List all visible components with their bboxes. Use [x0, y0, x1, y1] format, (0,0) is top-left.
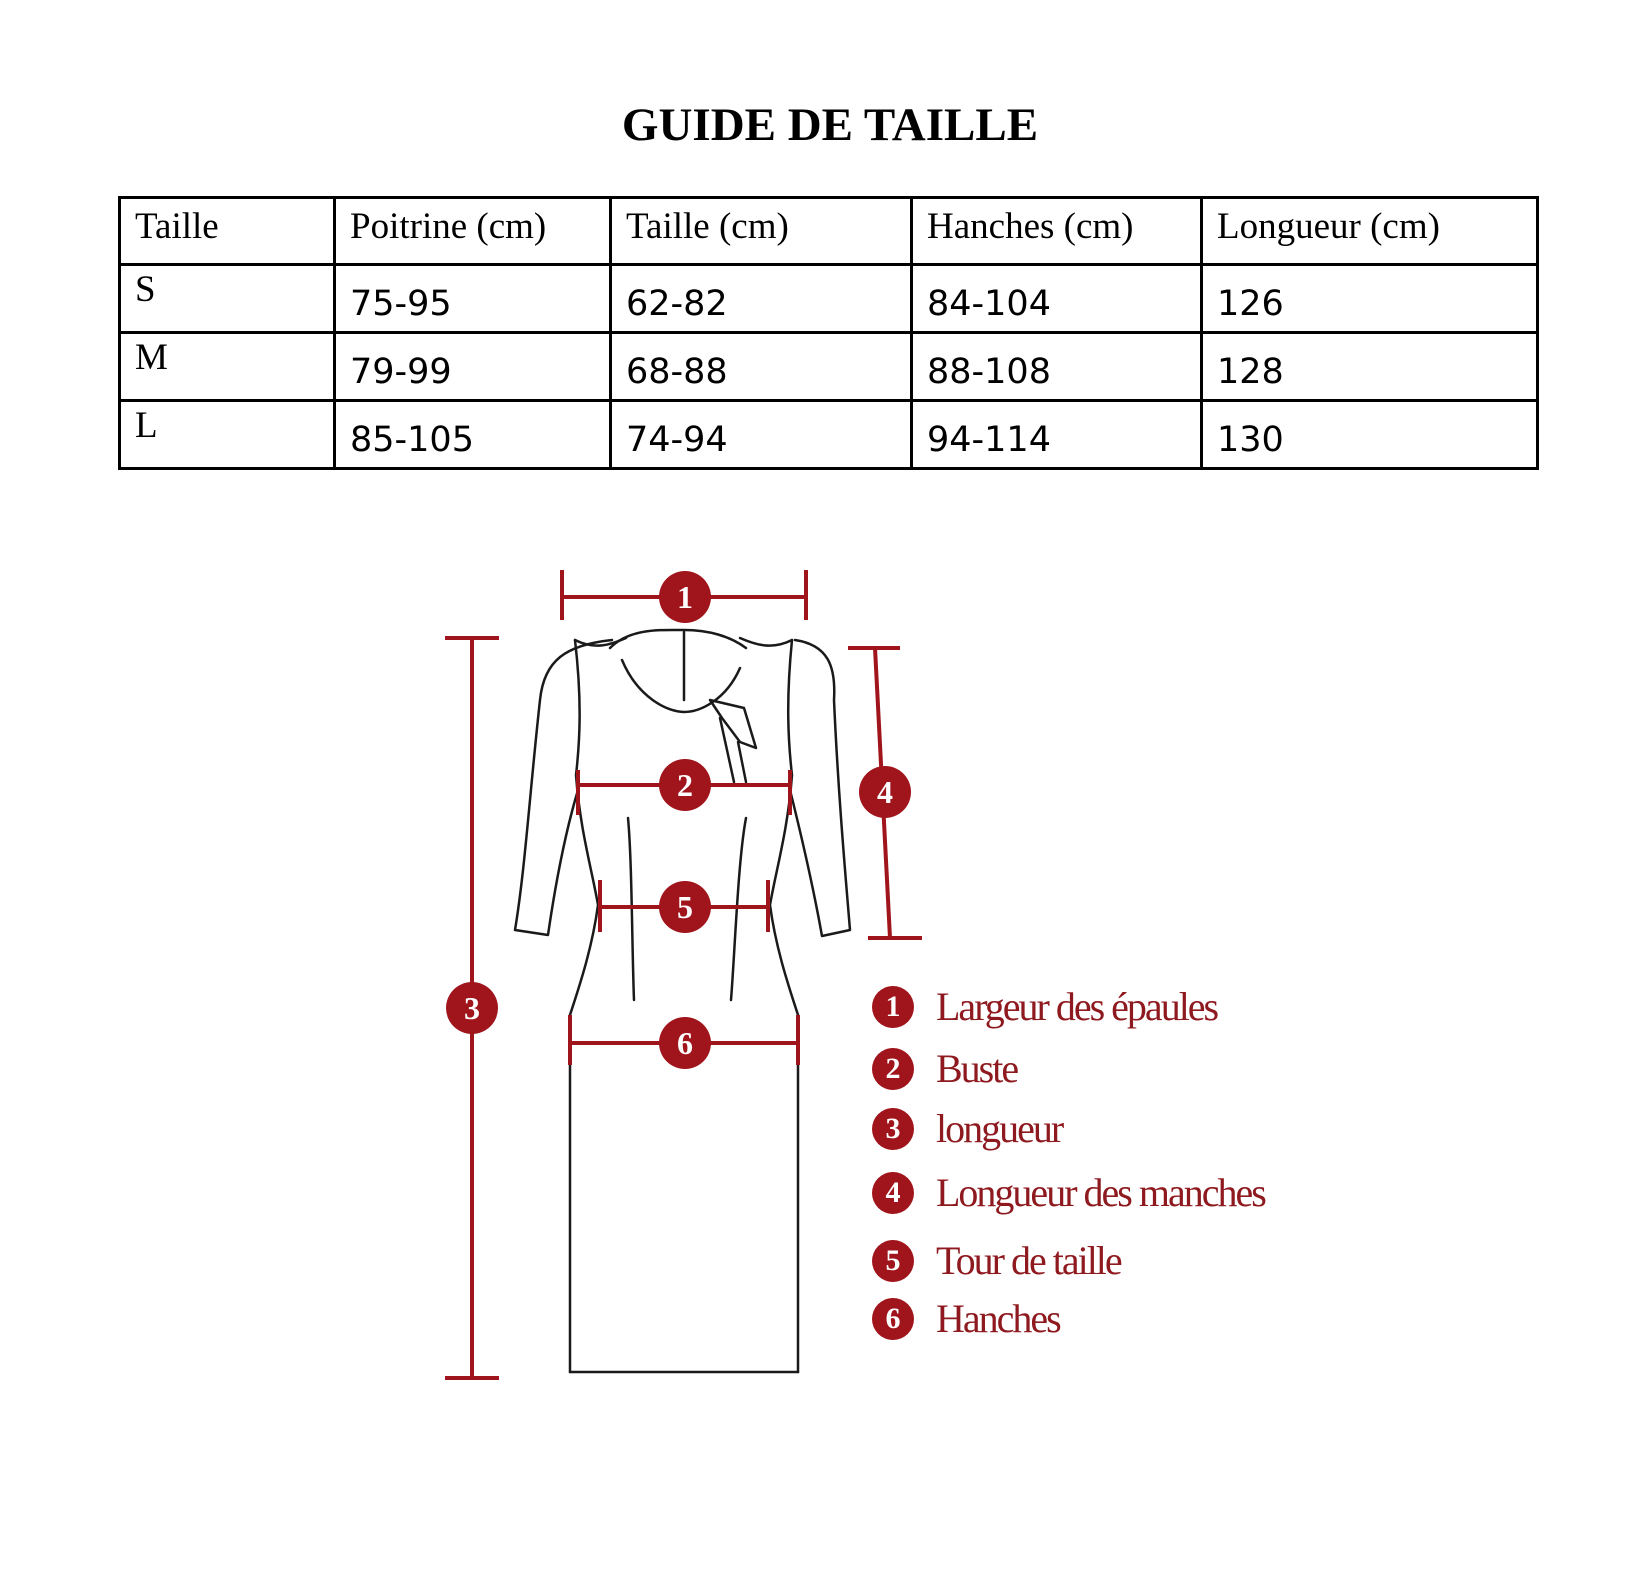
table-cell: M: [120, 333, 335, 400]
header-cell-length: Longueur (cm): [1202, 198, 1538, 265]
table-cell: 94-114: [912, 400, 1202, 468]
number-badge-icon: 3: [872, 1108, 914, 1150]
table-cell: 126: [1202, 265, 1538, 333]
svg-text:4: 4: [877, 774, 893, 810]
legend-label: longueur: [936, 1106, 1063, 1151]
table-cell: S: [120, 265, 335, 333]
table-cell: 88-108: [912, 333, 1202, 400]
header-cell-size: Taille: [120, 198, 335, 265]
table-cell: 130: [1202, 400, 1538, 468]
header-cell-chest: Poitrine (cm): [335, 198, 611, 265]
table-cell: 68-88: [611, 333, 912, 400]
legend-label: Hanches: [936, 1296, 1060, 1341]
marker-2-icon: [659, 759, 711, 811]
table-cell: 128: [1202, 333, 1538, 400]
table-cell: 62-82: [611, 265, 912, 333]
svg-text:2: 2: [677, 767, 693, 803]
number-badge-icon: 6: [872, 1298, 914, 1340]
svg-text:6: 6: [677, 1025, 693, 1061]
header-cell-waist: Taille (cm): [611, 198, 912, 265]
marker-5-icon: [659, 881, 711, 933]
header-cell-hips: Hanches (cm): [912, 198, 1202, 265]
table-cell: L: [120, 400, 335, 468]
table-cell: 84-104: [912, 265, 1202, 333]
marker-6-icon: [659, 1017, 711, 1069]
legend-label: Tour de taille: [936, 1238, 1121, 1283]
marker-3-icon: [446, 982, 498, 1034]
table-cell: 75-95: [335, 265, 611, 333]
table-cell: 74-94: [611, 400, 912, 468]
svg-text:3: 3: [464, 990, 480, 1026]
dress-outline-icon: [515, 630, 850, 1372]
legend-label: Longueur des manches: [936, 1170, 1265, 1215]
number-badge-icon: 1: [872, 986, 914, 1028]
table-cell: 85-105: [335, 400, 611, 468]
number-badge-icon: 4: [872, 1172, 914, 1214]
page-title: GUIDE DE TAILLE: [621, 99, 1039, 151]
legend-label: Buste: [936, 1046, 1018, 1091]
svg-text:1: 1: [677, 579, 693, 615]
legend-label: Largeur des épaules: [936, 984, 1218, 1029]
number-badge-icon: 2: [872, 1048, 914, 1090]
table-cell: 79-99: [335, 333, 611, 400]
svg-text:5: 5: [677, 889, 693, 925]
marker-4-icon: [859, 766, 911, 818]
number-badge-icon: 5: [872, 1240, 914, 1282]
marker-1-icon: [659, 571, 711, 623]
